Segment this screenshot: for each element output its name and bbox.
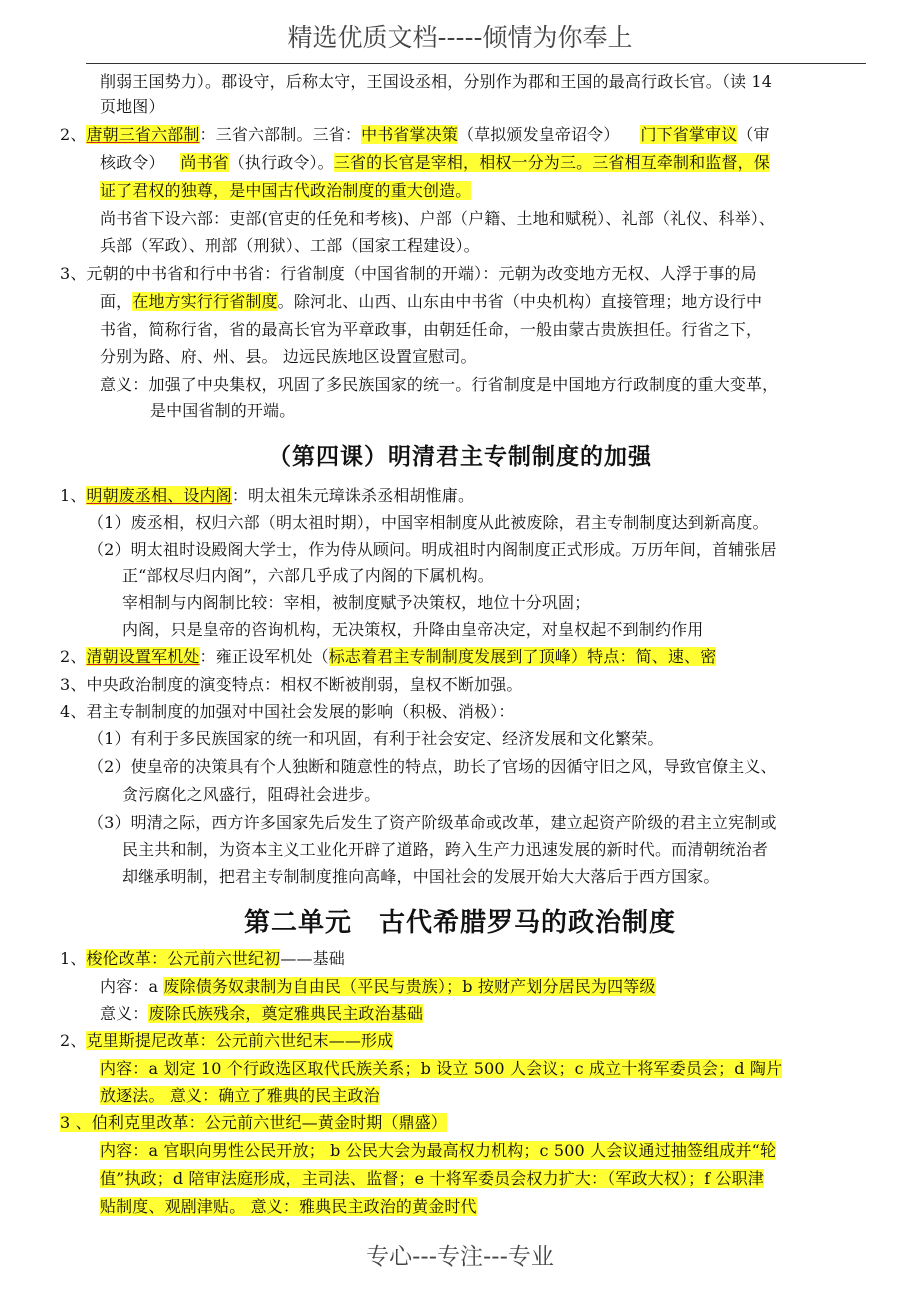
list-item [60,1030,393,1052]
highlighted-text: 三省相互牵制和监督，保 [592,153,770,172]
text-line [100,1003,423,1025]
text-span: 内容：a [100,977,164,996]
text-line: 兵部（军政）、刑部（刑狱）、工部（国家工程建设）。 [100,236,480,255]
text-span: ：明太祖朱元璋诛杀丞相胡惟庸。 [231,486,475,505]
text-span: （审 [737,125,770,144]
highlighted-text: 3 、伯利克里改革：公元前六世纪—黄金时期（鼎盛） [60,1113,448,1132]
page-footer: 专心---专注---专业 [366,1244,554,1270]
text-span: 。除河北、山西、山东由中书省（中央机构）直接管理；地方设行中 [277,292,763,311]
text-span: （执行政令）。 [228,153,334,172]
text-line [100,1140,776,1162]
text-line [100,1085,380,1107]
text-span: ：雍正设军机处（ [199,647,329,666]
text-span: 核政令） [100,153,165,172]
unit-title: 第二单元 古代希腊罗马的政治制度 [243,908,676,938]
item-number: 2、 [60,647,87,666]
list-item [60,124,770,146]
highlighted-text: 中书省掌决策 [361,125,458,144]
list-item [60,485,474,507]
list-item: 3、中央政治制度的演变特点：相权不断被削弱，皇权不断加强。 [60,675,523,694]
text-line: 内阁，只是皇帝的咨询机构，无决策权，升降由皇帝决定，对皇权起不到制约作用 [122,620,704,639]
text-line: 尚书省下设六部：吏部(官吏的任免和考核)、户部（户籍、土地和赋税）、礼部（礼仪、科举）、 [100,209,776,228]
text-line: 页地图） [100,97,165,116]
section-title: （第四课）明清君主专制制度的加强 [268,444,652,470]
text-line: 削弱王国势力）。郡设守，后称太守，王国设丞相，分别作为郡和王国的最高行政长官。（读 14 [100,72,773,91]
page-header: 精选优质文档-----倾情为你奉上 [287,23,633,52]
item-number: 1、 [60,486,87,505]
text-line: 宰相制与内阁制比较：宰相，被制度赋予决策权，地位十分巩固； [122,593,591,612]
text-span: 意义： [100,1004,149,1023]
highlighted-text: 公元前六世纪初 [167,949,281,968]
text-line: （3）明清之际，西方许多国家先后发生了资产阶级革命或改革，建立起资产阶级的君主立宪制或 [88,813,777,832]
highlighted-text: 值”执政；d 陪审法庭形成，主司法、监督；e 十将军委员会权力扩大：（军政大权）；f 公职津 [100,1169,764,1188]
highlighted-text: ）特点：简、速、密 [571,647,717,666]
text-line [100,976,656,998]
text-line [100,1168,764,1190]
highlighted-text: 清朝设置军机处 [86,647,200,666]
text-span: ——基础 [280,949,345,968]
highlighted-text: 贴制度、观剧津贴。 意义：雅典民主政治的黄金时代 [100,1197,477,1216]
highlighted-text: 标志着君主专制制度发展到了顶峰 [328,647,572,666]
text-line: 分别为路、府、州、县。 边远民族地区设置宣慰司。 [100,347,477,366]
highlighted-text: 废除债务奴隶制为自由民（平民与贵族）；b 按财产划分居民为四等级 [163,977,656,996]
highlighted-text: 放逐法。 意义：确立了雅典的民主政治 [100,1086,380,1105]
text-line: （1）废丞相，权归六部（明太祖时期），中国宰相制度从此被废除，君主专制制度达到新高度。 [88,513,769,532]
text-line [100,291,762,313]
list-item: 4、君主专制制度的加强对中国社会发展的影响（积极、消极）： [60,702,515,721]
highlighted-text: 三省的长官是宰相，相权一分为三。 [333,153,593,172]
list-item: 3、元朝的中书省和行中书省：行省制度（中国省制的开端）：元朝为改变地方无权、人浮于事的局 [60,264,757,283]
text-line: 正“部权尽归内阁”，六部几乎成了内阁的下属机构。 [122,566,494,585]
header-divider [86,63,866,64]
highlighted-text: 明朝废丞相、设内阁 [86,486,232,505]
list-item [60,646,716,668]
item-number: 1、 [60,949,87,968]
highlighted-text: 内容：a 官职向男性公民开放； b 公民大会为最高权力机构；c 500 人会议通过抽签组成并“轮 [100,1141,777,1160]
text-line: （2）明太祖时设殿阁大学士，作为侍从顾问。明成祖时内阁制度正式形成。万历年间，首辅张居 [88,540,777,559]
text-line: 是中国省制的开端。 [150,401,296,420]
text-line [100,1196,477,1218]
highlighted-text: 内容：a 划定 10 个行政选区取代氏族关系；b 设立 500 人会议；c 成立十将军委员会；d 陶片 [100,1059,783,1078]
highlighted-text: 证了君权的独尊，是中国古代政治制度的重大创造。 [100,181,472,200]
highlighted-text: 唐朝三省六部制 [86,125,200,144]
highlighted-text: 废除氏族残余，奠定雅典民主政治基础 [148,1004,424,1023]
highlighted-text: 门下省掌审议 [640,125,738,144]
list-item [60,948,345,970]
highlighted-text: 尚书省 [180,153,229,172]
text-line [100,1058,782,1080]
text-line [100,152,770,174]
list-item [60,1112,447,1134]
highlighted-text: 梭伦改革： [86,949,168,968]
text-span: 面， [100,292,133,311]
text-line: （2）使皇帝的决策具有个人独断和随意性的特点，助长了官场的因循守旧之风，导致官僚主义、 [88,757,777,776]
text-span: ：三省六部制。三省： [199,125,362,144]
text-line: 民主共和制，为资本主义工业化开辟了道路，跨入生产力迅速发展的新时代。而清朝统治者 [122,840,769,859]
text-span: （草拟颁发皇帝诏令） [457,125,620,144]
text-line: 却继承明制，把君主专制制度推向高峰，中国社会的发展开始大大落后于西方国家。 [122,867,720,886]
highlighted-text: 在地方实行行省制度 [132,292,278,311]
highlighted-text: 克里斯提尼改革：公元前六世纪末——形成 [86,1031,394,1050]
item-number: 2、 [60,125,87,144]
text-line: 贪污腐化之风盛行，阻碍社会进步。 [122,785,381,804]
text-line: 书省，简称行省，省的最高长官为平章政事，由朝廷任命，一般由蒙古贵族担任。行省之下， [100,320,763,339]
text-line: 意义：加强了中央集权，巩固了多民族国家的统一。行省制度是中国地方行政制度的重大变革， [100,375,779,394]
item-number: 2、 [60,1031,87,1050]
text-line [100,180,471,202]
text-line: （1）有利于多民族国家的统一和巩固，有利于社会安定、经济发展和文化繁荣。 [88,729,664,748]
